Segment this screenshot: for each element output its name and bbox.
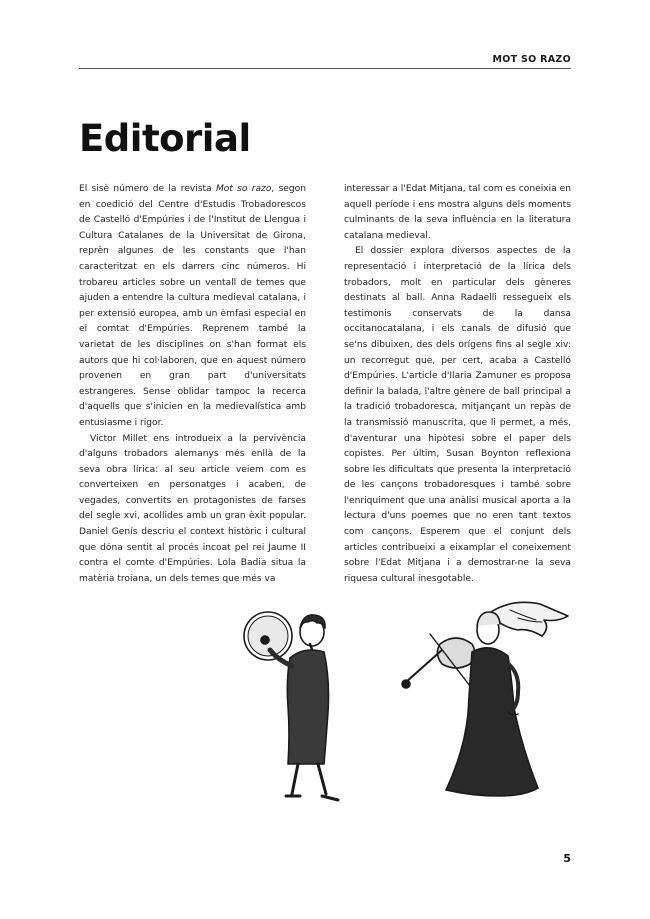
right-column — [344, 182, 571, 587]
paragraph-text: El sisè número de la revista — [79, 184, 216, 194]
left-column — [79, 182, 306, 587]
paragraph: El dossier explora diversos aspectes de la representació i interpretació de la lírica dels trobadors, molt en particular dels gèneres destinats al ball. Anna Radaelli ressegueix els testimonis conservats de la dansa occitanocatalana, i els canals de difusió que se'ns dibuixen, des dels orígens fins al segle xiv: un recorregut que, per cert, acaba a Castelló d'Empúries. L'article d'Ilaria Zamuner es proposa definir la balada, l'altre gènere de ball principal a la tradició trobadoresca, mitjançant un repàs de la transmissió manuscrita, que li permet, a més, d'aventurar una hipòtesi sobre el paper dels copistes. Per últim, Susan Boynton reflexiona sobre les dificultats que presenta la interpretació de les cançons trobadoresques i també sobre l'enriquiment que una anàlisi musical aporta a la lectura d'uns poemes que no eren tant textos com cançons. Esperem que el conjunt dels articles contribueixi a eixamplar el coneixement sobre l'Edat Mitjana i a demostrar-ne la seva riquesa cultural inesgotable. — [344, 246, 571, 584]
paragraph-text: , segon en coedició del Centre d'Estudis Trobadorescos de Castelló d'Empúries i de l'Institut de Llengua i Cultura Catalanes de la Universitat de Girona, reprèn algunes de les constants que l'han caracteritzat en els darrers cinc números. Hi trobareu articles sobre un ventall de temes que ajuden a entendre la cultura medieval catalana, i per extensió europea, amb un èmfasi especial en el comtat d'Empúries. Reprenem també la varietat de les disciplines on s'han format els autors que hi col·laboren, que en aquest número provenen en gran part d'universitats estrangeres. Sense oblidar tampoc la recerca d'aquells que s'inicien en la medievalística amb entusiasme i rigor. — [79, 184, 306, 428]
header-rule — [79, 68, 571, 69]
paragraph: interessar a l'Edat Mitjana, tal com es coneixia en aquell període i ens mostra alguns dels moments culminants de la seva influència en la literatura catalana medieval. — [344, 184, 571, 241]
fiddler-figure — [402, 602, 568, 796]
paragraph: Victor Millet ens introdueix a la pervivència d'alguns trobadors alemanys més enllà de la seva obra lírica: al seu article veiem com es converteixen en personatges i acaben, de vegades, convertits en protagonistes de farses del segle xvi, acollides amb un gran èxit popular. Daniel Genís descriu el context històric i cultural que dóna sentit al procés incoat pel rei Jaume II contra el comte d'Empúries. Lola Badia situa la matèria troiana, un dels temes que més va — [79, 433, 306, 584]
journal-title: Mot so razo — [215, 184, 272, 194]
medieval-musicians-illustration — [218, 588, 573, 820]
running-head: MOT SO RAZO — [492, 54, 571, 65]
page-title: Editorial — [79, 117, 251, 160]
drummer-figure — [244, 612, 338, 800]
paragraph — [79, 182, 306, 432]
page-number: 5 — [563, 852, 571, 865]
